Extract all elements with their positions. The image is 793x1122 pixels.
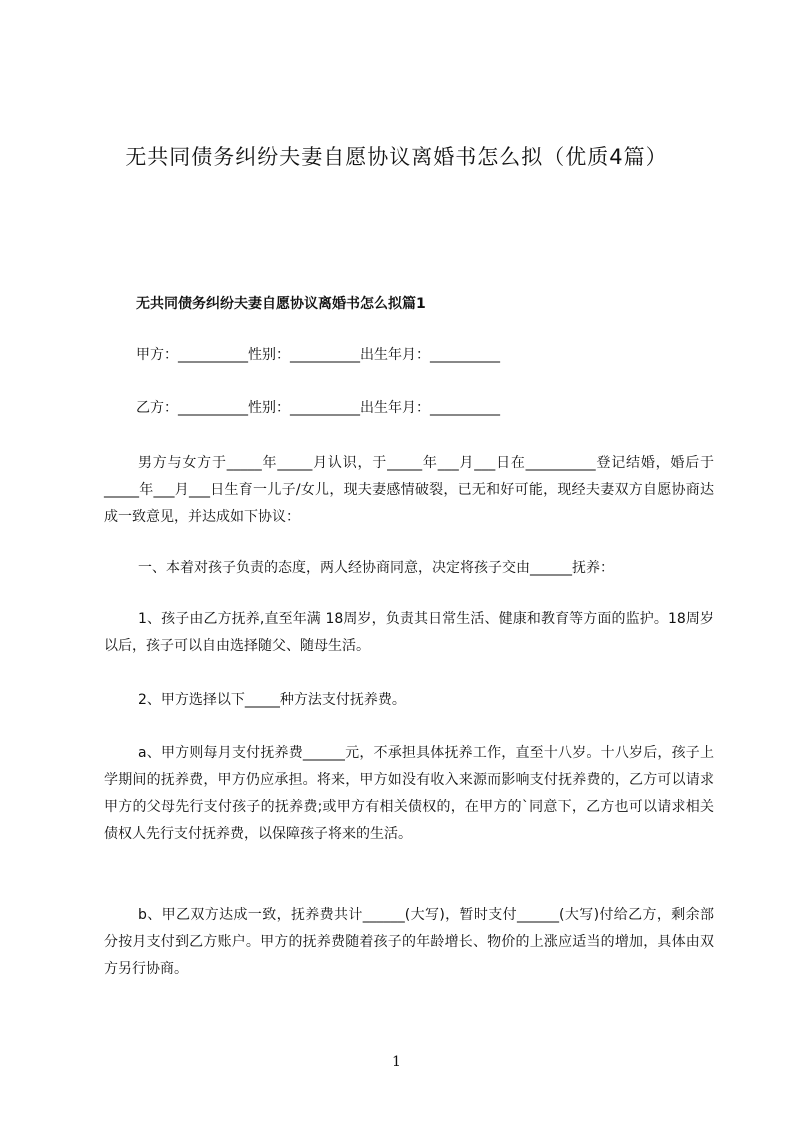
paragraph-intro: 男方与女方于_____年_____月认识，于_____年___月___日在__________登记结婚，婚后于_____年___月___日生育一儿子/女儿，现夫妻感情破裂，已无和好可能，现经夫妻双方自愿协商达成一致意见，并达成如下协议： bbox=[104, 455, 714, 525]
paragraph-item-1: 1、孩子由乙方抚养,直至年满 18周岁，负责其日常生活、健康和教育等方面的监护。18周岁以后，孩子可以自由选择随父、随母生活。 bbox=[104, 611, 714, 654]
paragraph-option-b: b、甲乙双方达成一致，抚养费共计______(大写)，暂时支付______(大写)付给乙方，剩余部分按月支付到乙方账户。甲方的抚养费随着孩子的年龄增长、物价的上涨应适当的增加，具体由双方另行协商。 bbox=[104, 907, 714, 977]
section-title: 无共同债务纠纷夫妻自愿协议离婚书怎么拟篇1 bbox=[136, 296, 426, 312]
document-title: 无共同债务纠纷夫妻自愿协议离婚书怎么拟（优质4篇） bbox=[125, 145, 668, 169]
paragraph-item-2: 2、甲方选择以下_____种方法支付抚养费。 bbox=[138, 692, 406, 708]
party-a-line: 甲方：__________性别：__________出生年月：__________ bbox=[136, 347, 500, 363]
paragraph-custody: 一、本着对孩子负责的态度，两人经协商同意，决定将孩子交由______抚养： bbox=[138, 560, 614, 576]
party-b-line: 乙方：__________性别：__________出生年月：__________ bbox=[136, 400, 500, 416]
paragraph-option-a: a、甲方则每月支付抚养费______元，不承担具体抚养工作，直至十八岁。十八岁后，孩子上学期间的抚养费，甲方仍应承担。将来，甲方如没有收入来源而影响支付抚养费的，乙方可以请求甲方的父母先行支付孩子的抚养费;或甲方有相关债权的，在甲方的`同意下，乙方也可以请求相关债权人先行支付抚养费，以保障孩子将来的生活。 bbox=[104, 745, 714, 842]
page-number: 1 bbox=[392, 1054, 401, 1070]
